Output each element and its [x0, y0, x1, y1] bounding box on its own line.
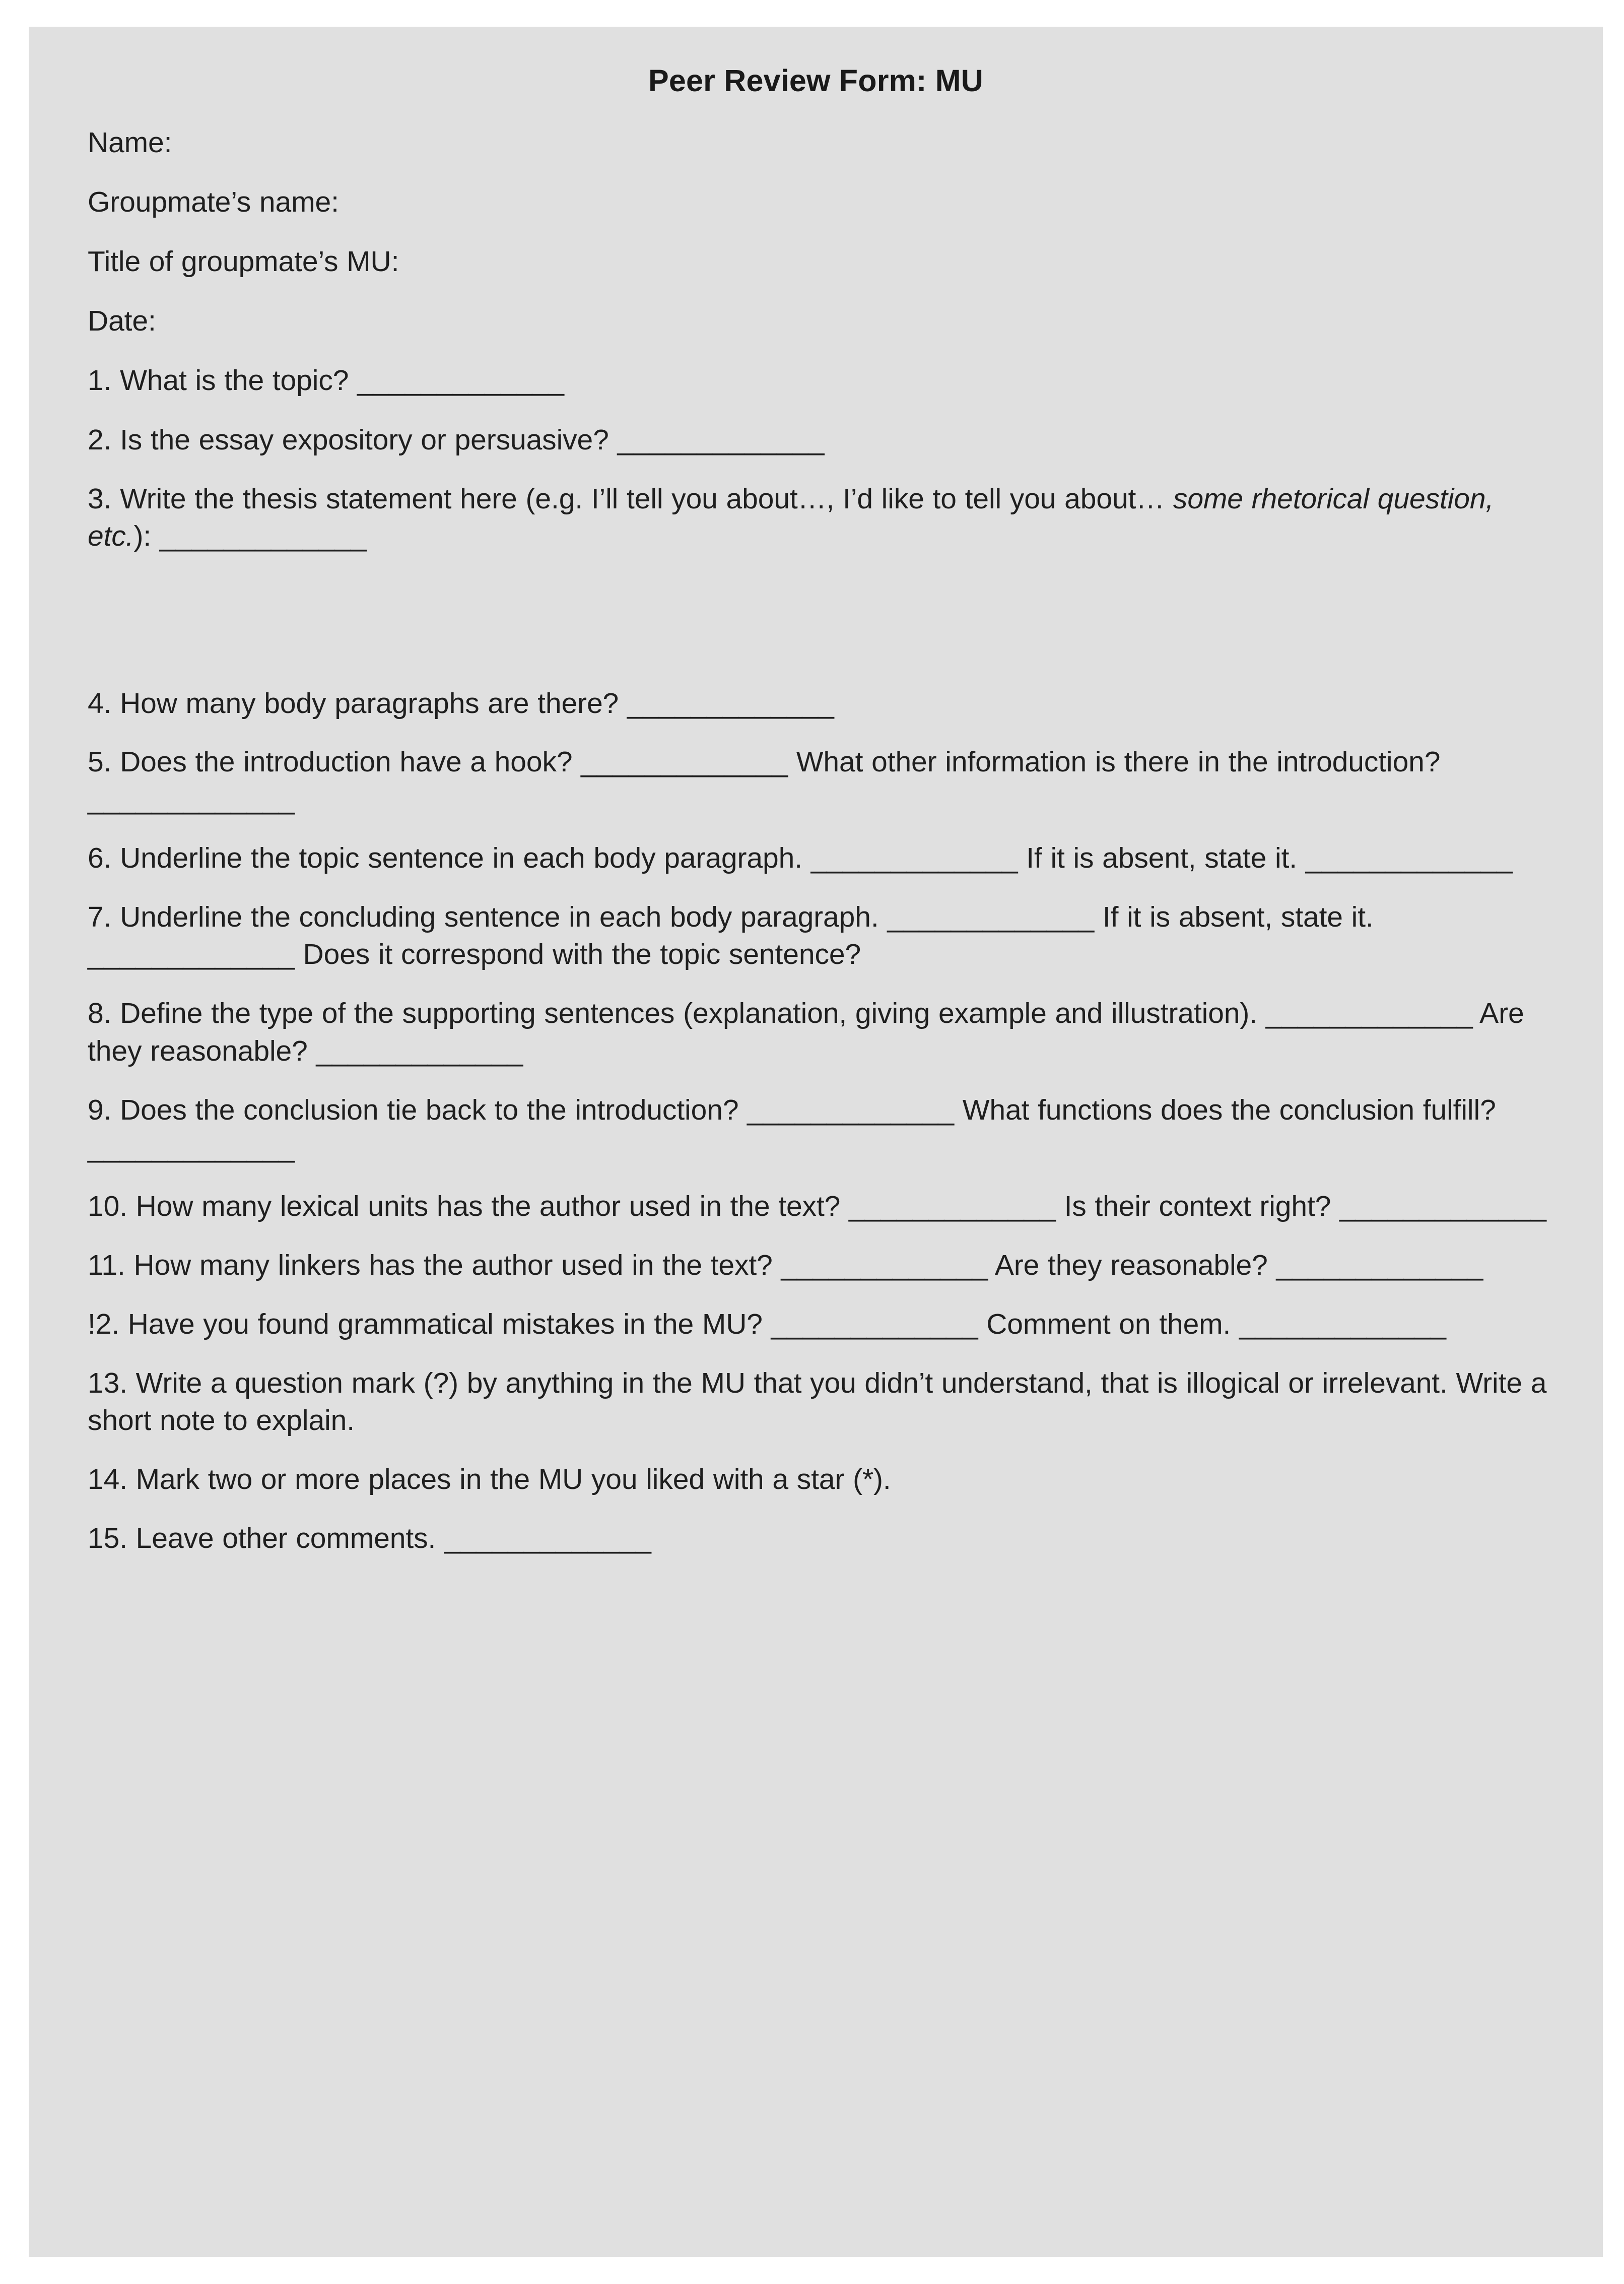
question-1: 1. What is the topic? _____________ — [88, 364, 564, 397]
question-2: 2. Is the essay expository or persuasive? _____________ — [88, 423, 825, 456]
question-11: 11. How many linkers has the author used in the text? _____________ Are they reasonable? _____________ — [88, 1249, 1483, 1281]
document-page — [29, 27, 1603, 2257]
question-7: 7. Underline the concluding sentence in each body paragraph. _____________ If it is absent, state it. _____________ Does it correspond with the topic sentence? — [88, 901, 1374, 971]
question-4: 4. How many body paragraphs are there? _____________ — [88, 687, 834, 720]
question-9: 9. Does the conclusion tie back to the introduction? _____________ What functions does the conclusion fulfill? _____________ — [88, 1093, 1496, 1163]
question-3-part-2: ): _____________ — [133, 519, 367, 552]
question-3-part-1: 3. Write the thesis statement here (e.g. I’ll tell you about…, I’d like to tell you about… — [88, 482, 1173, 515]
question-8: 8. Define the type of the supporting sentences (explanation, giving example and illustration). _____________ Are they reasonable? _____________ — [88, 997, 1524, 1067]
question-3-italic-example: some rhetorical question, etc. — [88, 482, 1494, 552]
question-6: 6. Underline the topic sentence in each body paragraph. _____________ If it is absent, state it. _____________ — [88, 842, 1513, 875]
field-groupmate-name-label: Groupmate’s name: — [88, 186, 339, 219]
question-3 — [88, 480, 1552, 555]
question-14: 14. Mark two or more places in the MU you liked with a star (*). — [88, 1463, 891, 1496]
page-title: Peer Review Form: MU — [648, 63, 984, 98]
question-10: 10. How many lexical units has the author used in the text? _____________ Is their context right? _____________ — [88, 1190, 1546, 1222]
question-12: !2. Have you found grammatical mistakes in the MU? _____________ Comment on them. _____________ — [88, 1308, 1446, 1340]
field-date-label: Date: — [88, 305, 156, 338]
question-5: 5. Does the introduction have a hook? _____________ What other information is there in the introduction? _____________ — [88, 745, 1441, 816]
question-13: 13. Write a question mark (?) by anything in the MU that you didn’t understand, that is illogical or irrelevant. Write a short note to explain. — [88, 1367, 1547, 1437]
field-name-label: Name: — [88, 126, 172, 159]
field-groupmate-mu-title-label: Title of groupmate’s MU: — [88, 245, 399, 278]
question-15: 15. Leave other comments. _____________ — [88, 1522, 651, 1555]
form-body — [29, 98, 1603, 1557]
